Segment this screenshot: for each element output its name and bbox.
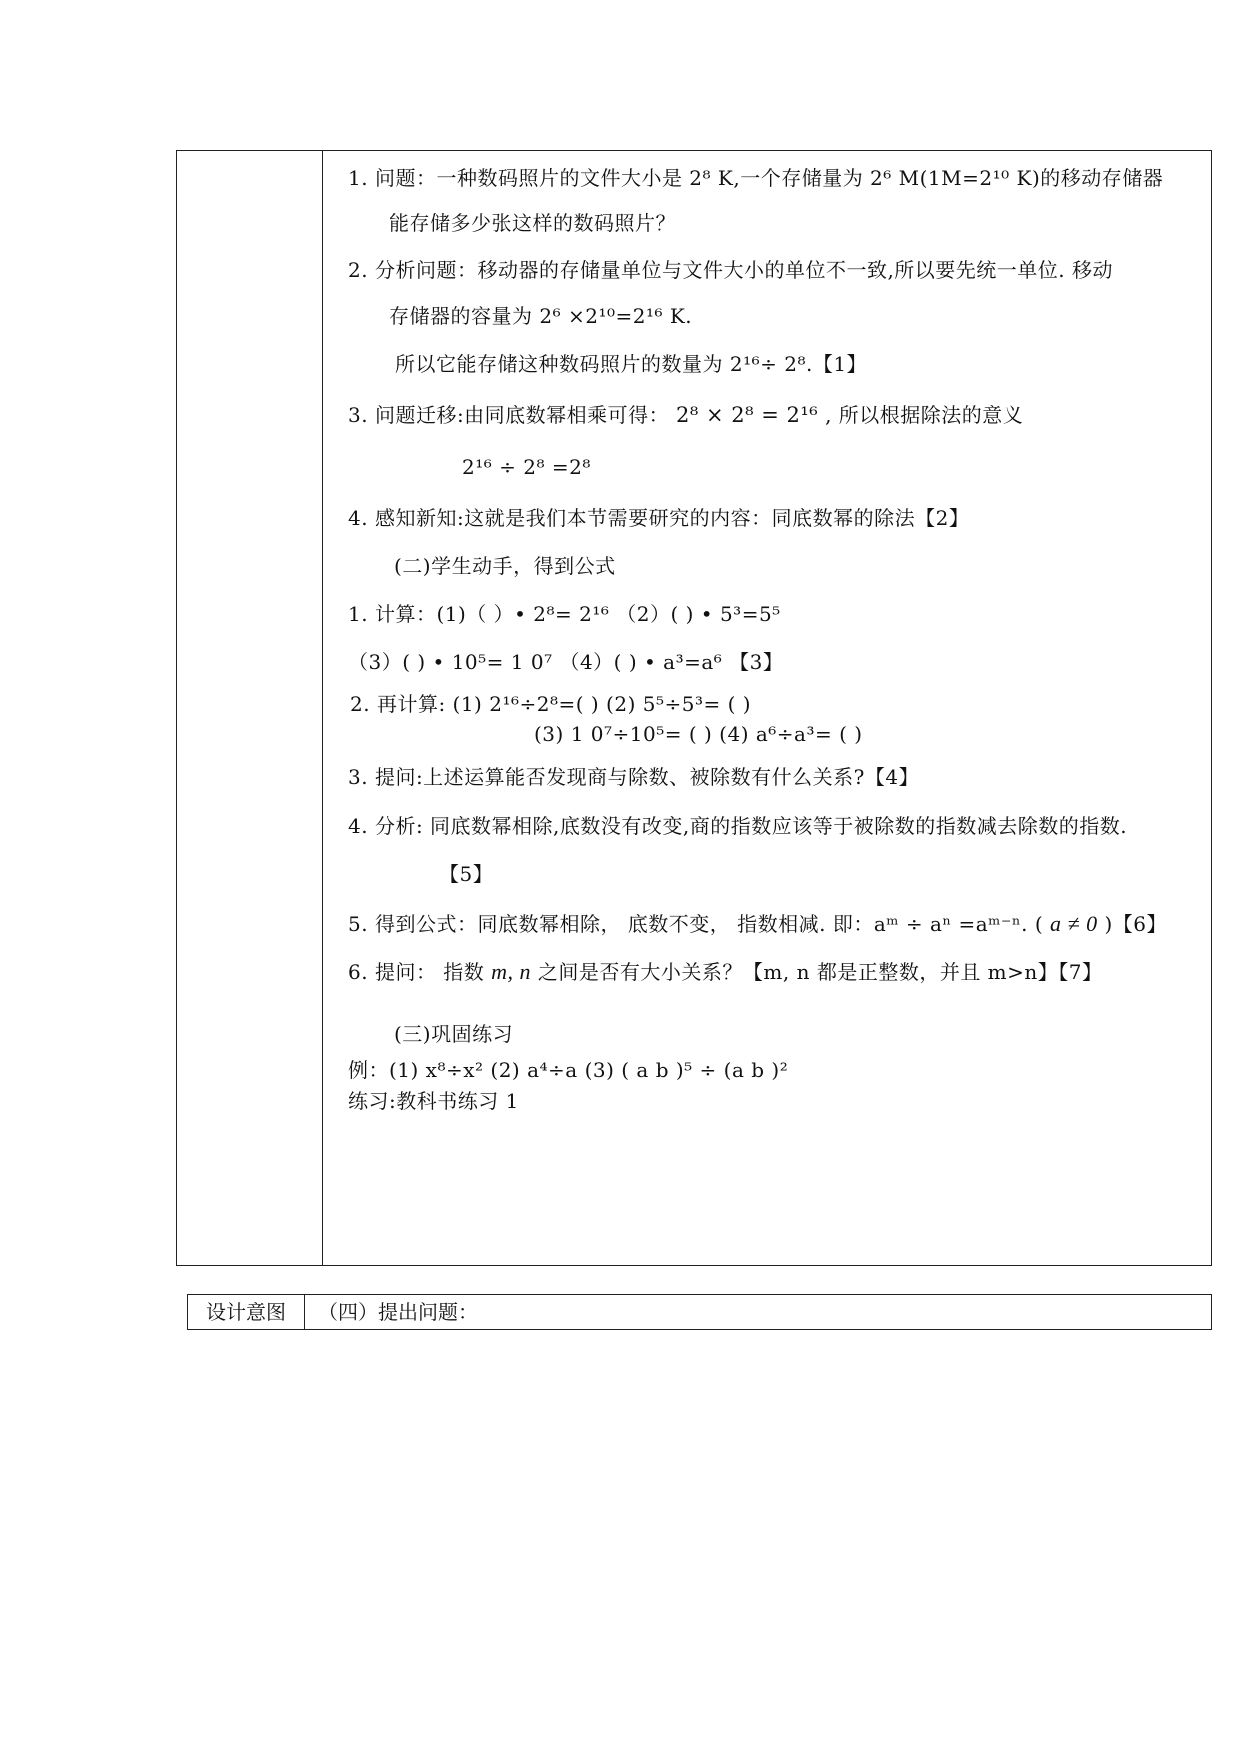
question-3-line-2: 2¹⁶ ÷ 2⁸ =2⁸ — [462, 455, 591, 479]
section-2-title: (二)学生动手，得到公式 — [394, 554, 616, 578]
section-3-title: (三)巩固练习 — [394, 1022, 514, 1046]
question-4-line: 4. 感知新知:这就是我们本节需要研究的内容：同底数幂的除法【2】 — [348, 506, 970, 530]
left-column — [177, 151, 323, 1265]
ask-6-prefix: 6. 提问： 指数 — [348, 960, 485, 984]
question-3-line-1 — [348, 402, 1023, 428]
question-2-line-2: 存储器的容量为 2⁶ ×2¹⁰=2¹⁶ K. — [389, 304, 693, 328]
design-intent-text: （四）提出问题： — [318, 1300, 478, 1324]
question-ask-6 — [348, 959, 1103, 985]
question-3-prefix: 3. 问题迁移:由同底数幂相乘可得： — [348, 403, 670, 427]
formula-suffix: )【6】 — [1104, 912, 1167, 936]
ask-6-vars: m, n — [491, 959, 532, 984]
question-1-line-1: 1. 问题：一种数码照片的文件大小是 2⁸ K,一个存储量为 2⁶ M(1M=2¹⁰ K)的移动存储器 — [348, 166, 1164, 190]
question-3-suffix: , 所以根据除法的意义 — [825, 403, 1024, 427]
example-line: 例：(1) x⁸÷x² (2) a⁴÷a (3) ( a b )⁵ ÷ (a b )² — [348, 1058, 789, 1082]
formula-prefix: 5. 得到公式：同底数幂相除， 底数不变， 指数相减. 即：aᵐ ÷ aⁿ =aᵐ⁻ⁿ. ( — [348, 912, 1044, 936]
question-3-formula: 2⁸ × 2⁸ = 2¹⁶ — [676, 403, 819, 427]
formula-condition: a ≠ 0 — [1050, 911, 1098, 936]
calc-2-line-1: 2. 再计算: (1) 2¹⁶÷2⁸=( ) (2) 5⁵÷5³= ( ) — [350, 692, 752, 716]
design-intent-label: 设计意图 — [188, 1295, 305, 1329]
lesson-table — [176, 150, 1212, 1266]
question-2-line-3: 所以它能存储这种数码照片的数量为 2¹⁶÷ 2⁸.【1】 — [395, 352, 868, 376]
analysis-line-2: 【5】 — [439, 862, 494, 886]
question-2-line-1: 2. 分析问题：移动器的存储量单位与文件大小的单位不一致,所以要先统一单位. 移动 — [348, 258, 1114, 282]
design-intent-table — [187, 1294, 1212, 1330]
ask-6-suffix: 之间是否有大小关系？【m, n 都是正整数，并且 m>n】【7】 — [537, 960, 1103, 984]
question-ask-3: 3. 提问:上述运算能否发现商与除数、被除数有什么关系?【4】 — [348, 765, 920, 789]
calc-1-line-1: 1. 计算：(1)（ ）• 2⁸= 2¹⁶ （2）( ) • 5³=5⁵ — [348, 602, 781, 626]
lesson-content — [324, 151, 1211, 1265]
practice-line: 练习:教科书练习 1 — [348, 1089, 519, 1113]
analysis-line-1: 4. 分析: 同底数幂相除,底数没有改变,商的指数应该等于被除数的指数减去除数的指数. — [348, 814, 1128, 838]
calc-2-line-2: (3) 1 0⁷÷10⁵= ( ) (4) a⁶÷a³= ( ) — [534, 722, 863, 746]
question-1-line-2: 能存储多少张这样的数码照片？ — [389, 211, 676, 235]
calc-1-line-2: （3）( ) • 10⁵= 1 0⁷ （4）( ) • a³=a⁶ 【3】 — [348, 650, 784, 674]
formula-line — [348, 911, 1167, 937]
